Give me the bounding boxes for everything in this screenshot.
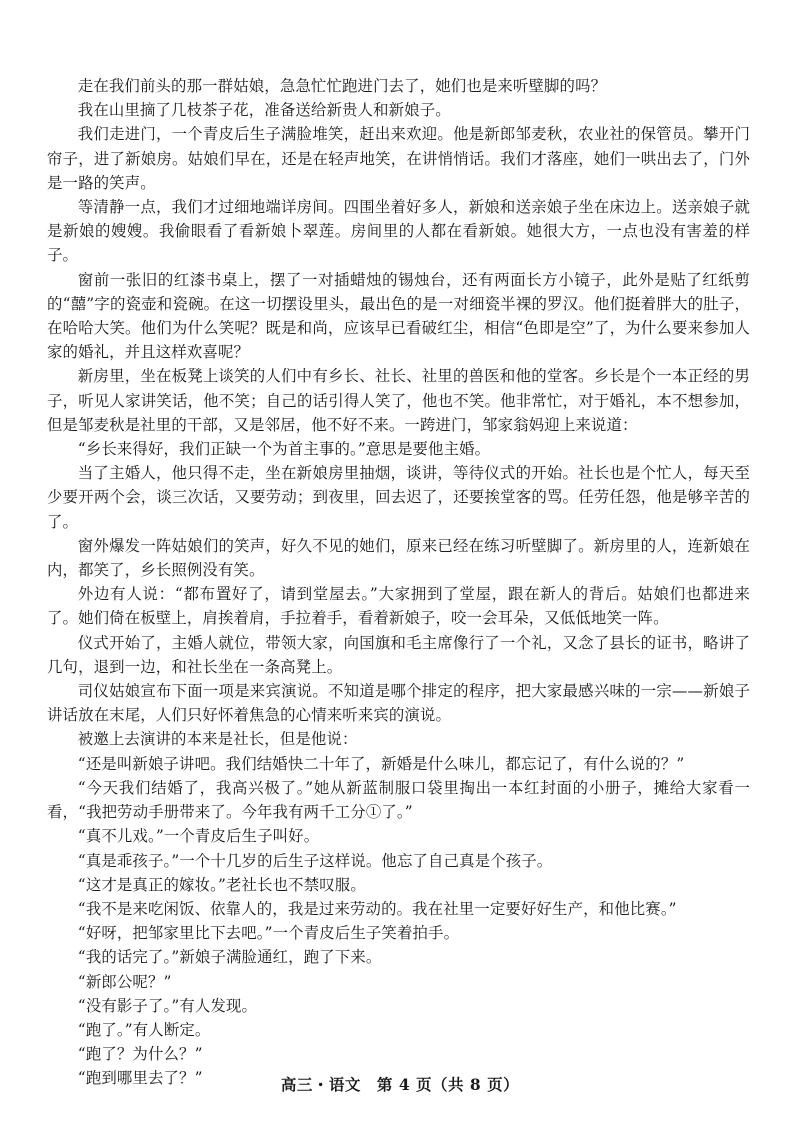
page-footer — [0, 1073, 800, 1095]
paragraph: 窗前一张旧的红漆书桌上，摆了一对插蜡烛的锡烛台，还有两面长方小镜子，此外是贴了红纸剪的“囍”字的瓷壶和瓷碗。在这一切摆设里头，最出色的是一对细瓷半裸的罗汉。他们挺着胖大的肚子，在哈哈大笑。他们为什么笑呢？既是和尚，应该早已看破红尘，相信“色即是空”了，为什么要来参加人家的婚礼，并且这样欢喜呢？ — [47, 270, 750, 362]
paragraph: 我在山里摘了几枝茶子花，准备送给新贵人和新娘子。 — [77, 101, 451, 120]
paragraph: “好呀，把邹家里比下去吧。”一个青皮后生子笑着拍手。 — [77, 924, 460, 943]
paragraph: 新房里，坐在板凳上谈笑的人们中有乡长、社长、社里的兽医和他的堂客。乡长是个一本正经的男子，听见人家讲笑话，他不笑；自己的话引得人笑了，他也不笑。他非常忙，对于婚礼，本不想参加，但是邹麦秋是社里的干部，又是邻居，他不好不来。一跨进门，邹家翁妈迎上来说道： — [47, 367, 750, 434]
paragraph: “这才是真正的嫁妆。”老社长也不禁叹服。 — [77, 875, 366, 894]
paragraph: 窗外爆发一阵姑娘们的笑声，好久不见的她们，原来已经在练习听壁脚了。新房里的人，连新娘在内，都笑了，乡长照例没有笑。 — [47, 536, 750, 580]
document-body — [47, 74, 750, 1091]
paragraph: “我不是来吃闲饭、依靠人的，我是过来劳动的。我在社里一定要好好生产，和他比赛。” — [77, 899, 677, 918]
paragraph: 被邀上去演讲的本来是社长，但是他说： — [77, 730, 358, 749]
paragraph: “今天我们结婚了，我高兴极了。”她从新蓝制服口袋里掏出一本红封面的小册子，摊给大家看一看，“我把劳动手册带来了。今年我有两千工分①了。” — [47, 778, 750, 822]
paragraph: “跑到哪里去了？” — [77, 1069, 203, 1088]
paragraph: “真不儿戏。”一个青皮后生子叫好。 — [77, 827, 320, 846]
paragraph: 司仪姑娘宣布下面一项是来宾演说。不知道是哪个排定的程序，把大家最感兴味的一宗——新娘子讲话放在末尾，人们只好怀着焦急的心情来听来宾的演说。 — [47, 682, 750, 725]
paragraph: “真是乖孩子。”一个十几岁的后生子这样说。他忘了自己真是个孩子。 — [77, 851, 553, 870]
paragraph: 走在我们前头的那一群姑娘，急急忙忙跑进门去了，她们也是来听壁脚的吗？ — [77, 77, 607, 95]
paragraph: “没有影子了。”有人发现。 — [77, 996, 258, 1015]
page-number-label: 高三・语文 第 4 页（共 8 页） — [280, 1075, 520, 1094]
paragraph: “我的话完了。”新娘子满脸通红，跑了下来。 — [77, 948, 382, 967]
paragraph: “乡长来得好，我们正缺一个为首主事的。”意思是要他主婚。 — [77, 440, 491, 459]
paragraph: 我们走进门，一个青皮后生子满脸堆笑，赶出来欢迎。他是新郎邹麦秋，农业社的保管员。攀开门帘子，进了新娘房。姑娘们早在，还是在轻声地笑，在讲悄悄话。我们才落座，她们一哄出去了，门外是一路的笑声。 — [47, 125, 750, 192]
paragraph: 外边有人说：“都布置好了，请到堂屋去。”大家拥到了堂屋，跟在新人的背后。姑娘们也都进来了。她们倚在板壁上，肩挨着肩，手拉着手，看着新娘子，咬一会耳朵，又低低地笑一阵。 — [47, 585, 750, 628]
paragraph: 等清静一点，我们才过细地端详房间。四围坐着好多人，新娘和送亲娘子坐在床边上。送亲娘子就是新娘的嫂嫂。我偷眼看了看新娘卜翠莲。房间里的人都在看新娘。她很大方，一点也没有害羞的样子。 — [47, 198, 750, 265]
paragraph: “还是叫新娘子讲吧。我们结婚快二十年了，新婚是什么味儿，都忘记了，有什么说的？” — [77, 754, 685, 773]
paragraph: 仪式开始了，主婚人就位，带领大家，向国旗和毛主席像行了一个礼，又念了县长的证书，略讲了几句，退到一边，和社长坐在一条高凳上。 — [47, 633, 750, 676]
paragraph: “跑了？为什么？” — [77, 1045, 203, 1064]
paragraph: 当了主婚人，他只得不走，坐在新娘房里抽烟，谈讲，等待仪式的开始。社长也是个忙人，每天至少要开两个会，谈三次话，又要劳动；到夜里，回去迟了，还要挨堂客的骂。任劳任怨，他是够辛苦的了。 — [47, 464, 750, 531]
paragraph: “跑了。”有人断定。 — [77, 1020, 211, 1039]
paragraph: “新郎公呢？” — [77, 972, 172, 991]
